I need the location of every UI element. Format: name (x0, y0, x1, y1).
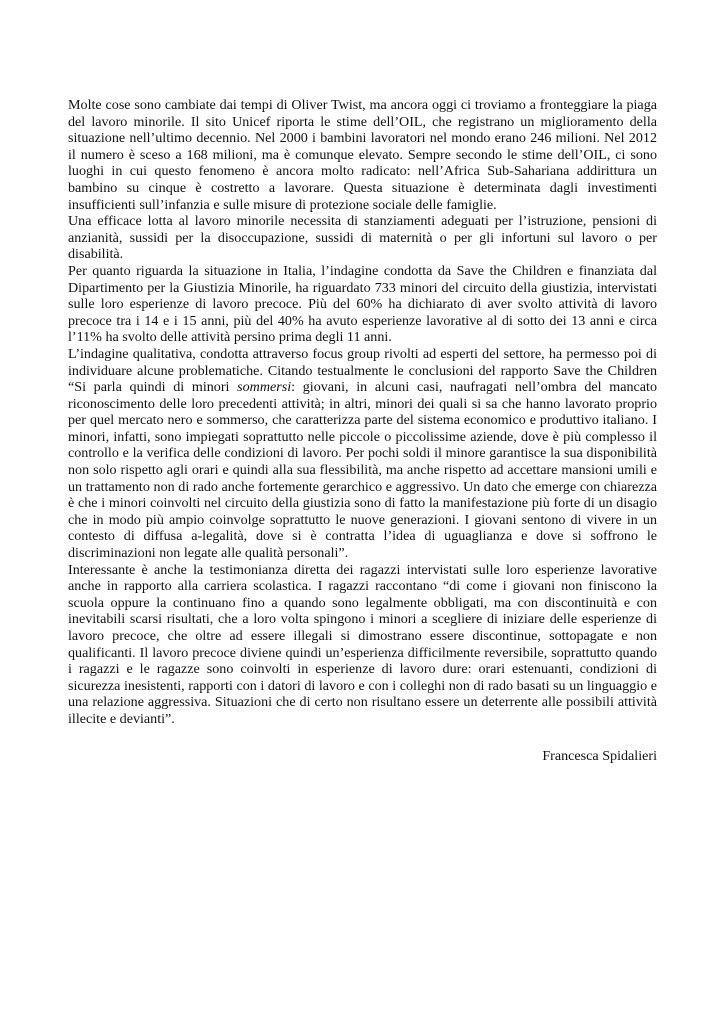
paragraph-testimony: Interessante è anche la testimonianza diretta dei ragazzi intervistati sulle loro esperienze lavorative anche in rapporto alla carriera scolastica. I ragazzi raccontano “di come i giovani non finiscono la scuola oppure la continuano fino a quando sono legalmente obbligati, ma con discontinuità e con inevitabili scarsi risultati, che a loro volta spingono i minori a scegliere di iniziare delle esperienze di lavoro precoce, che oltre ad essere illegali si dimostrano essere discontinue, sottopagate e non qualificanti. Il lavoro precoce diviene quindi un’esperienza difficilmente reversibile, soprattutto quando i ragazzi e le ragazze sono coinvolti in esperienze di lavoro dure: orari estenuanti, condizioni di sicurezza inesistenti, rapporti con i datori di lavoro e con i colleghi non di rado basati su un linguaggio e una relazione aggressiva. Situazioni che di certo non risultano essere un deterrente alle possibili attività illecite e devianti”. (68, 561, 657, 727)
paragraph-qualitative-survey (68, 346, 657, 562)
article-body (68, 97, 657, 764)
author-signature: Francesca Spidalieri (542, 747, 657, 764)
paragraph-italy-survey: Per quanto riguarda la situazione in Italia, l’indagine condotta da Save the Children e finanziata dal Dipartimento per la Giustizia Minorile, ha riguardato 733 minori del circuito della giustizia, intervistati sulle loro esperienze di lavoro precoce. Più del 60% ha dichiarato di aver svolto attività di lavoro precoce tra i 14 e i 15 anni, più del 40% ha avuto esperienze lavorative al di sotto dei 13 anni e circa l’11% ha svolto delle attività persino prima degli 11 anni. (68, 262, 657, 346)
paragraph-intro: Molte cose sono cambiate dai tempi di Oliver Twist, ma ancora oggi ci troviamo a fronteggiare la piaga del lavoro minorile. Il sito Unicef riporta le stime dell’OIL, che registrano un miglioramento della situazione nell’ultimo decennio. Nel 2000 i bambini lavoratori nel mondo erano 246 milioni. Nel 2012 il numero è sceso a 168 milioni, ma è comunque elevato. Sempre secondo le stime dell’OIL, ci sono luoghi in cui questo fenomeno è ancora molto radicato: nell’Africa Sub-Sahariana addirittura un bambino su cinque è costretto a lavorare. Questa situazione è determinata dagli investimenti insufficienti sull’infanzia e sulle misure di protezione sociale delle famiglie. (68, 97, 657, 213)
paragraph-qualitative-after: : giovani, in alcuni casi, naufragati nell’ombra del mancato riconoscimento delle loro precedenti attività; in altri, minori dei quali si sa che hanno lavorato proprio per quel mercato nero e sommerso, che caratterizza parte del sistema economico e produttivo italiano. I minori, infatti, sono impiegati soprattutto nelle piccole o piccolissime aziende, dove è più complesso il controllo e la verifica delle condizioni di lavoro. Per pochi soldi il minore garantisce la sua disponibilità non solo rispetto agli orari e quindi alla sua flessibilità, ma anche rispetto ad accettare mansioni umili e un trattamento non di rado anche fortemente gerarchico e aggressivo. Un dato che emerge con chiarezza è che i minori coinvolti nel circuito della giustizia sono di fatto la manifestazione più forte di un disagio che in modo più ampio coinvolge soprattutto le nuove generazioni. I giovani sentono di vivere in un contesto di diffusa a-legalità, dove si è contratta l’idea di uguaglianza e dove si soffrono le discriminazioni non legate alle qualità personali”. (68, 379, 657, 562)
paragraph-funding: Una efficace lotta al lavoro minorile necessita di stanziamenti adeguati per l’istruzione, pensioni di anzianità, sussidi per la disoccupazione, sussidi di maternità o per gli infortuni sul lavoro o per disabilità. (68, 213, 657, 263)
emphasis-sommersi: sommersi (237, 379, 292, 396)
paragraph-qualitative-before: L’indagine qualitativa, condotta attraverso focus group rivolti ad esperti del settore, ha permesso poi di individuare alcune problematiche. Citando testualmente le conclusioni del rapporto Save the Children “Si parla quindi di minori (68, 345, 657, 396)
